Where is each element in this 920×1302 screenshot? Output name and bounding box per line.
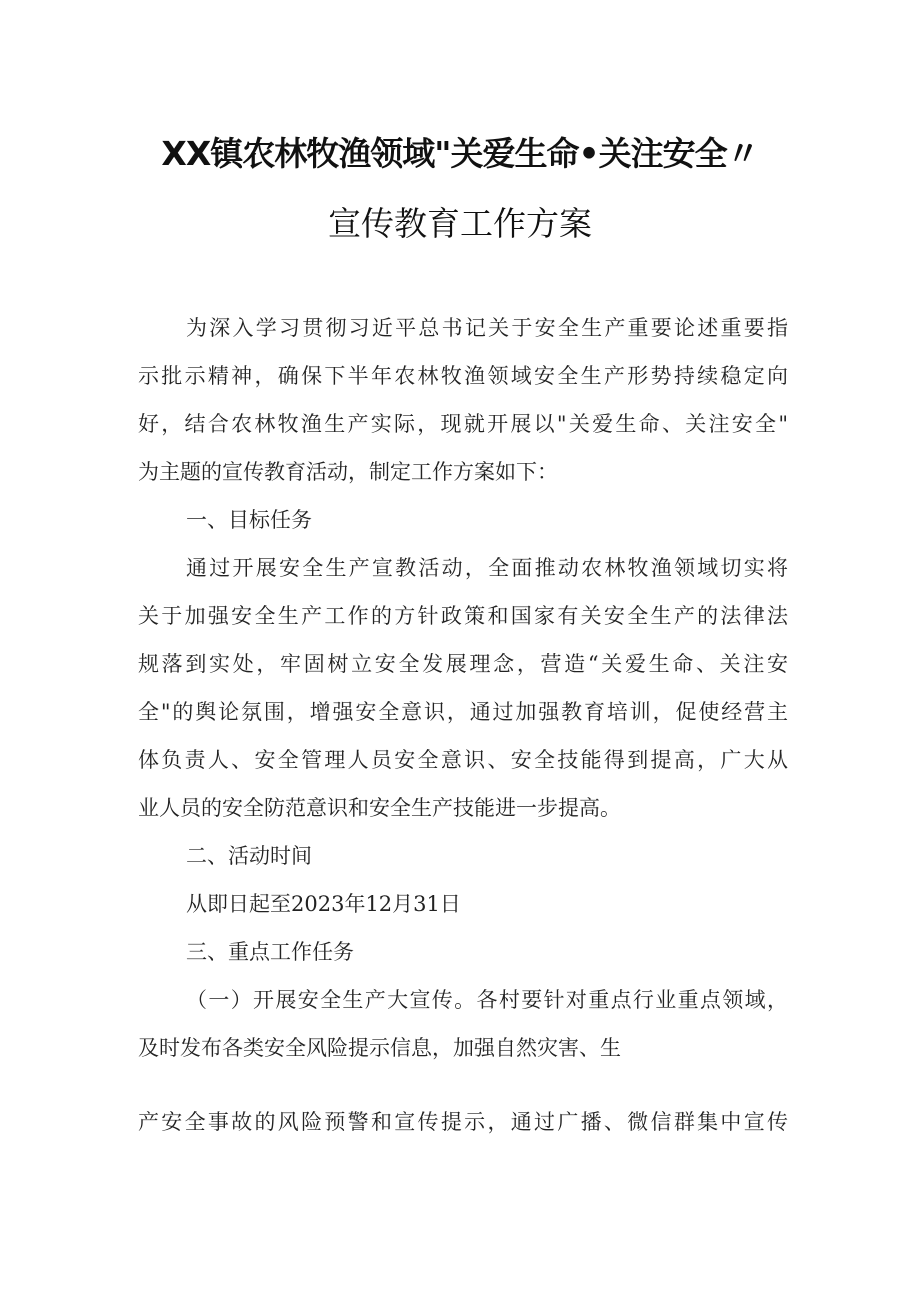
paragraph-line: （一）开展安全生产大宣传。各村要针对重点行业重点领域， — [186, 988, 788, 1012]
section-heading: 二、活动时间 — [186, 844, 312, 868]
paragraph-line: 全"的舆论氛围，增强安全意识，通过加强教育培训，促使经营主 — [138, 700, 788, 724]
section-heading: 三、重点工作任务 — [186, 940, 354, 964]
document-title-line-1: XX镇农林牧渔领域"关爱生命•关注安全〃 — [161, 134, 759, 173]
paragraph-line: 示批示精神，确保下半年农林牧渔领域安全生产形势持续稳定向 — [138, 364, 788, 388]
paragraph-line: 为深入学习贯彻习近平总书记关于安全生产重要论述重要指 — [186, 316, 788, 340]
paragraph-line: 及时发布各类安全风险提示信息，加强自然灾害、生 — [138, 1036, 621, 1060]
paragraph-line: 业人员的安全防范意识和安全生产技能进一步提高。 — [138, 796, 621, 820]
paragraph-line: 从即日起至2023年12月31日 — [186, 892, 461, 916]
paragraph-line: 为主题的宣传教育活动，制定工作方案如下： — [138, 460, 558, 484]
paragraph-line: 好，结合农林牧渔生产实际，现就开展以"关爱生命、关注安全" — [138, 412, 788, 436]
paragraph-line: 产安全事故的风险预警和宣传提示，通过广播、微信群集中宣传 — [138, 1110, 788, 1134]
document-title-line-2: 宣传教育工作方案 — [328, 204, 592, 243]
section-heading: 一、目标任务 — [186, 508, 312, 532]
paragraph-line: 关于加强安全生产工作的方针政策和国家有关安全生产的法律法 — [138, 604, 788, 628]
paragraph-line: 体负责人、安全管理人员安全意识、安全技能得到提高，广大从 — [138, 748, 788, 772]
paragraph-line: 通过开展安全生产宣教活动，全面推动农林牧渔领域切实将 — [186, 556, 788, 580]
paragraph-line: 规落到实处，牢固树立安全发展理念，营造“关爱生命、关注安 — [138, 652, 788, 676]
